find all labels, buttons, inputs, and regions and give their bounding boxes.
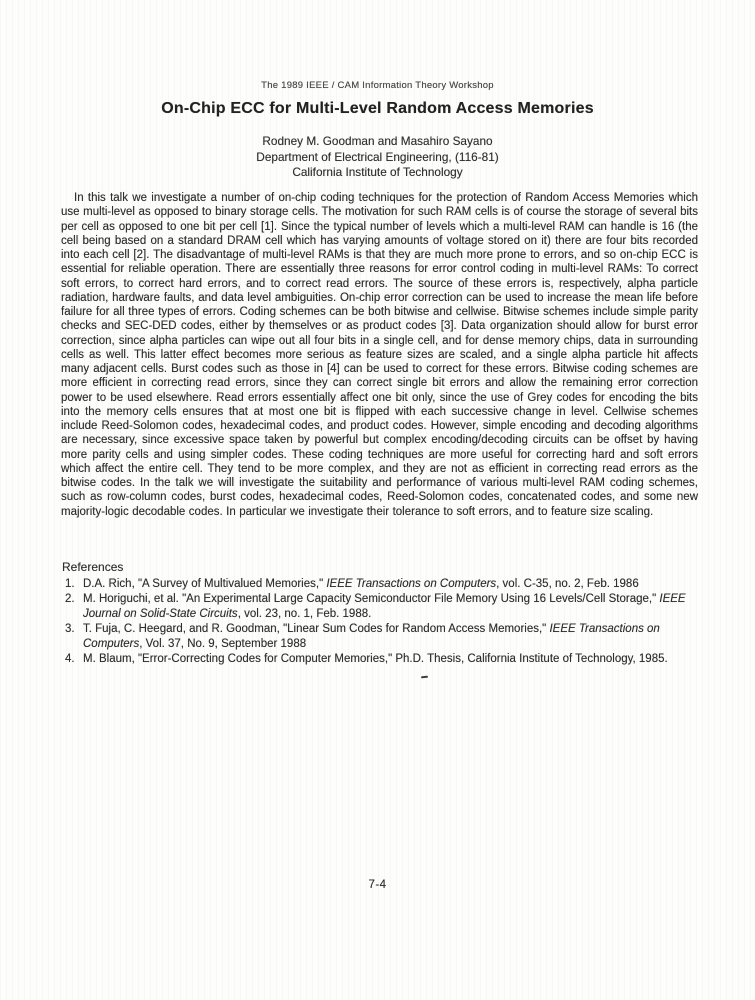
reference-number: 3. [65,623,75,636]
reference-number: 4. [65,653,75,666]
abstract-paragraph: In this talk we investigate a number of on-chip coding techniques for the protection of Random Access Memories which use multi-level as opposed to binary storage cells. The motivation for such RAM cells is of course the storage of several bits per cell as opposed to one bit per cell [1]. Since the typical number of levels which a multi-level RAM can handle is 16 (the cell being based on a standard DRAM cell which has varying amounts of voltage stored on it) there are four bits recorded into each cell [2]. The disadvantage of multi-level RAMs is that they are much more prone to errors, and so on-chip ECC is essential for reliable operation. There are essentially three reasons for error control coding in multi-level RAMs: To correct soft errors, to correct hard errors, and to correct read errors. The source of these errors is, respectively, alpha particle radiation, hardware faults, and data level ambiguities. On-chip error correction can be used to increase the mean life before failure for all three types of errors. Coding schemes can be both bitwise and cellwise. Bitwise schemes include simple parity checks and SEC-DED codes, either by themselves or as product codes [3]. Data organization should allow for burst error correction, since alpha particles can wipe out all four bits in a single cell, and for dense memory chips, data in surrounding cells as well. This latter effect becomes more serious as feature sizes are scaled, and a single alpha particle hit affects many adjacent cells. Burst codes such as those in [4] can be used to correct for these errors. Bitwise coding schemes are more efficient in correcting read errors, since they can correct single bit errors and allow the remaining error correction power to be used elsewhere. Read errors essentially affect one bit only, since the use of Grey codes for encoding the bits into the memory cells ensures that at most one bit is flipped with each successive change in level. Cellwise schemes include Reed-Solomon codes, hexadecimal codes, and product codes. However, simple encoding and decoding algorithms are necessary, since excessive space taken by powerful but complex encoding/decoding circuits can be offset by having more parity cells and using simpler codes. These coding techniques are more useful for correcting hard and soft errors which affect the entire cell. They tend to be more complex, and they are not as efficient in correcting read errors as the bitwise codes. In the talk we will investigate the suitability and performance of various multi-level RAM coding schemes, such as row-column codes, burst codes, hexadecimal codes, Reed-Solomon codes, concatenated codes, and some new majority-logic decodable codes. In particular we investigate their tolerance to soft errors, and to feature size scaling. [61,192,698,518]
affiliation-institution: California Institute of Technology [292,165,463,179]
reference-text-segment: M. Blaum, "Error-Correcting Codes for Computer Memories," Ph.D. Thesis, California Institute of Technology, 1985. [83,653,668,666]
reference-text [83,578,639,590]
reference-text-segment: T. Fuja, C. Heegard, and R. Goodman, "Linear Sum Codes for Random Access Memories," [83,623,550,636]
scan-artifact-mark [421,676,428,679]
reference-item-4 [62,652,702,667]
reference-item-2 [62,592,702,622]
reference-text [83,593,686,620]
reference-text [83,623,660,650]
journal-title-italic: IEEE Transactions on Computers [83,623,660,651]
reference-text-segment: M. Horiguchi, et al. "An Experimental Large Capacity Semiconductor File Memory Using 16 Levels/Cell Storage," [83,593,660,606]
reference-text-segment: , vol. 23, no. 1, Feb. 1988. [237,608,372,621]
paper-title: On-Chip ECC for Multi-Level Random Access Memories [161,100,594,117]
reference-text-segment: , vol. C-35, no. 2, Feb. 1986 [496,578,639,590]
references-list [62,577,702,668]
affiliation-department: Department of Electrical Engineering, (116-81) [256,150,499,164]
references-heading: References [62,560,124,574]
reference-text-segment: D.A. Rich, "A Survey of Multivalued Memories," [83,578,327,590]
journal-title-italic: IEEE Transactions on Computers [326,578,497,590]
reference-text [83,653,668,665]
page-number: 7-4 [368,879,387,891]
workshop-running-header: The 1989 IEEE / CAM Information Theory Workshop [261,80,494,91]
reference-number: 2. [65,593,75,606]
reference-item-1 [62,577,702,592]
reference-text-segment: , Vol. 37, No. 9, September 1988 [139,638,307,651]
reference-item-3 [62,622,702,652]
journal-title-italic: IEEE Journal on Solid-State Circuits [83,593,686,621]
authors-line: Rodney M. Goodman and Masahiro Sayano [262,134,493,148]
reference-number: 1. [65,578,75,590]
